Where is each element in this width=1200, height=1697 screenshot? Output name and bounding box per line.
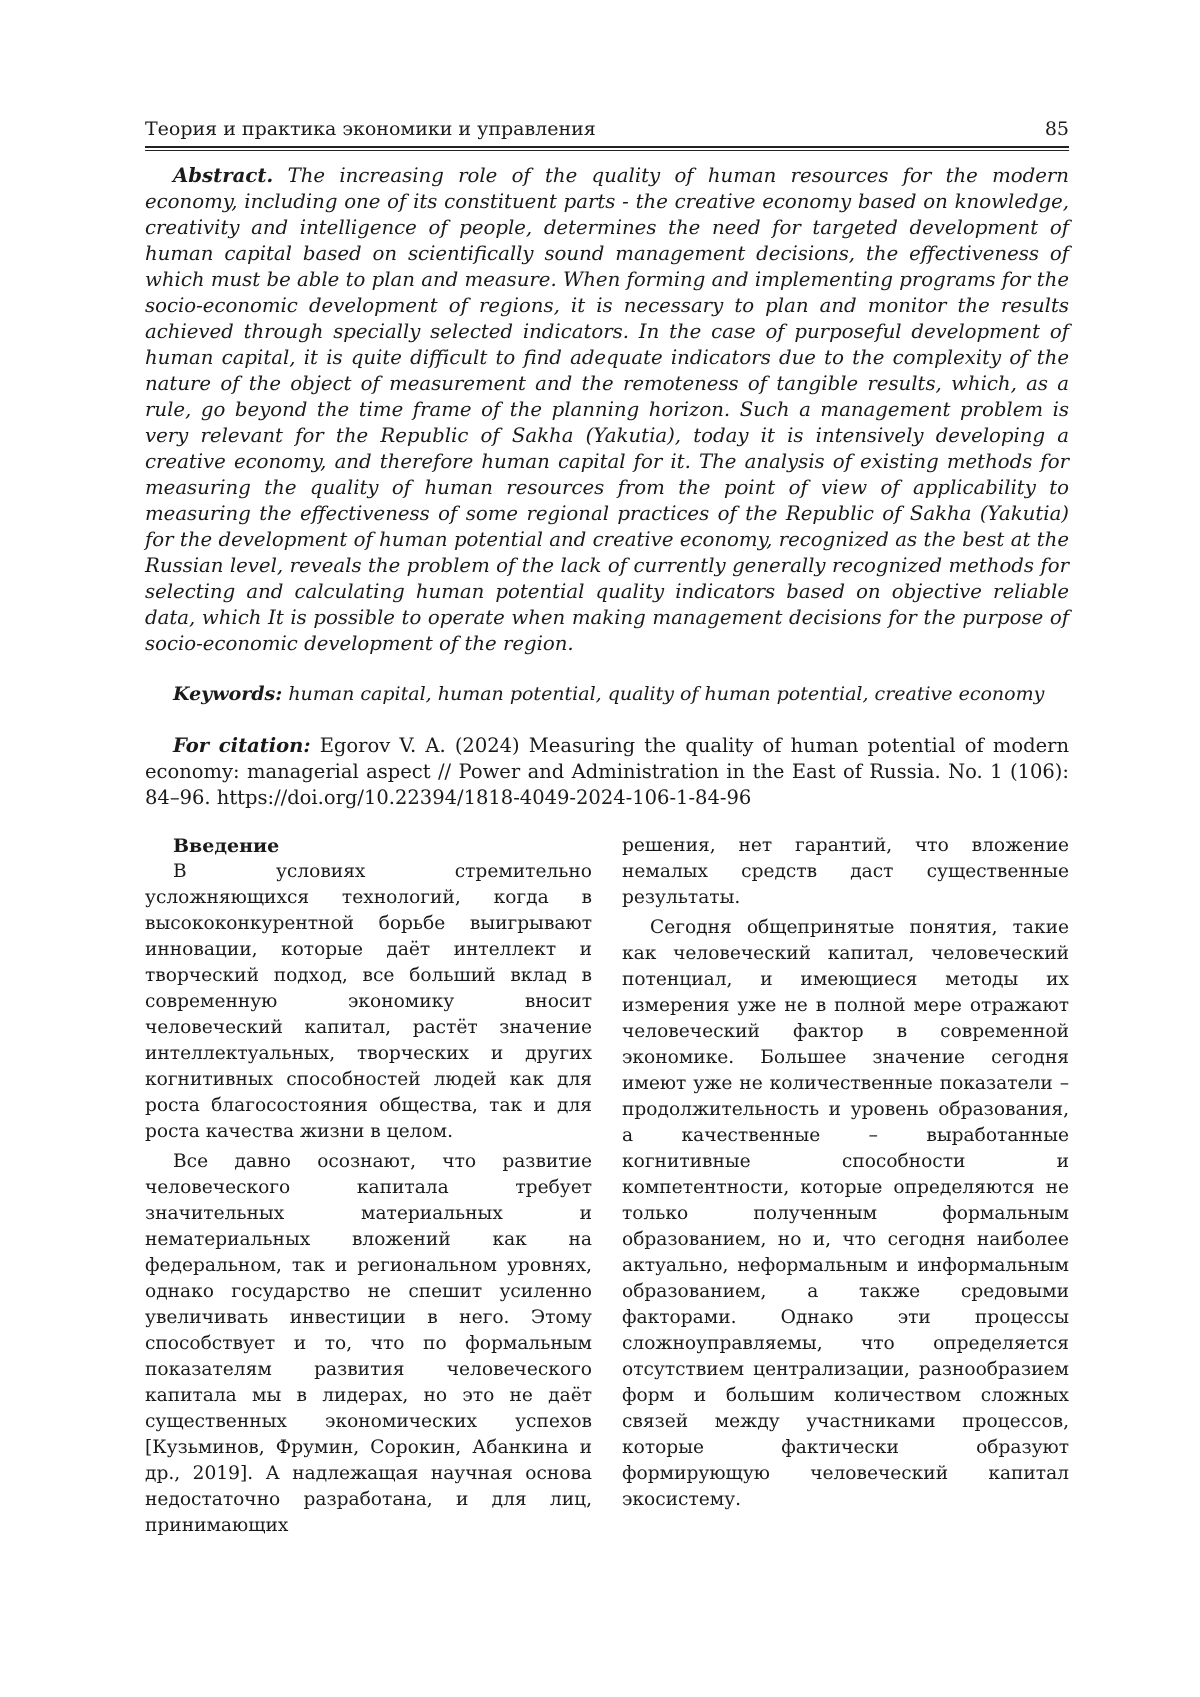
paragraph: решения, нет гарантий, что вложение немалых средств даст существенные результаты. bbox=[622, 833, 1069, 911]
left-column bbox=[145, 833, 592, 1543]
abstract-text: The increasing role of the quality of human resources for the modern economy, including one of its constituent parts - the creative economy based on knowledge, creativity and intelligence of people, determines the need for targeted development of human capital based on scientifically sound management decisions, the effectiveness of which must be able to plan and measure. When forming and implementing programs for the socio-economic development of regions, it is necessary to plan and monitor the results achieved through specially selected indicators. In the case of purposeful development of human capital, it is quite difficult to find adequate indicators due to the complexity of the nature of the object of measurement and the remoteness of tangible results, which, as a rule, go beyond the time frame of the planning horizon. Such a management problem is very relevant for the Republic of Sakha (Yakutia), today it is intensively developing a creative economy, and therefore human capital for it. The analysis of existing methods for measuring the quality of human resources from the point of view of applicability to measuring the effectiveness of some regional practices of the Republic of Sakha (Yakutia) for the development of human potential and creative economy, recognized as the best at the Russian level, reveals the problem of the lack of currently generally recognized methods for selecting and calculating human potential quality indicators based on objective reliable data, which It is possible to operate when making management decisions for the purpose of socio-economic development of the region. bbox=[145, 164, 1069, 655]
keywords-text: human capital, human potential, quality of human potential, creative economy bbox=[288, 683, 1044, 705]
citation bbox=[145, 733, 1069, 811]
paragraph: В условиях стремительно усложняющихся технологий, когда в высококонкурентной борьбе выигрывают инновации, которые даёт интеллект и творческий подход, все больший вклад в современную экономику вносит человеческий капитал, растёт значение интеллектуальных, творческих и других когнитивных способностей людей как для роста благосостояния общества, так и для роста качества жизни в целом. bbox=[145, 859, 592, 1145]
running-header bbox=[145, 118, 1069, 146]
paragraph: Сегодня общепринятые понятия, такие как человеческий капитал, человеческий потенциал, и имеющиеся методы их измерения уже не в полной мере отражают человеческий фактор в современной экономике. Большее значение сегодня имеют уже не количественные показатели – продолжительность и уровень образования, а качественные – выработанные когнитивные способности и компетентности, которые определяются не только полученным формальным образованием, но и, что сегодня наиболее актуально, неформальным и информальным образованием, а также средовыми факторами. Однако эти процессы сложноуправляемы, что определяется отсутствием централизации, разнообразием форм и большим количеством сложных связей между участниками процессов, которые фактически образуют формирующую человеческий капитал экосистему. bbox=[622, 915, 1069, 1513]
body-columns bbox=[145, 833, 1069, 1543]
page-number: 85 bbox=[1045, 118, 1069, 140]
citation-text: Egorov V. A. (2024) Measuring the quality of human potential of modern economy: managerial aspect // Power and Administration in the East of Russia. No. 1 (106): 84–96. https://doi.org/10.22394/1818-4049-2024-106-1-84-96 bbox=[145, 734, 1069, 809]
journal-title: Теория и практика экономики и управления bbox=[145, 118, 596, 140]
paragraph: Все давно осознают, что развитие человеческого капитала требует значительных материальных и нематериальных вложений как на федеральном, так и региональном уровнях, однако государство не спешит усиленно увеличивать инвестиции в него. Этому способствует и то, что по формальным показателям развития человеческого капитала мы в лидерах, но это не даёт существенных экономических успехов [Кузьминов, Фрумин, Сорокин, Абанкина и др., 2019]. А надлежащая научная основа недостаточно разработана, и для лиц, принимающих bbox=[145, 1149, 592, 1539]
header-rule bbox=[145, 146, 1069, 151]
citation-label: For citation: bbox=[173, 734, 311, 757]
keywords bbox=[145, 681, 1069, 707]
right-column bbox=[622, 833, 1069, 1543]
journal-page bbox=[145, 118, 1069, 1543]
abstract-label: Abstract. bbox=[173, 164, 273, 187]
section-title: Введение bbox=[173, 833, 592, 859]
keywords-label: Keywords: bbox=[173, 683, 282, 705]
abstract bbox=[145, 163, 1069, 657]
